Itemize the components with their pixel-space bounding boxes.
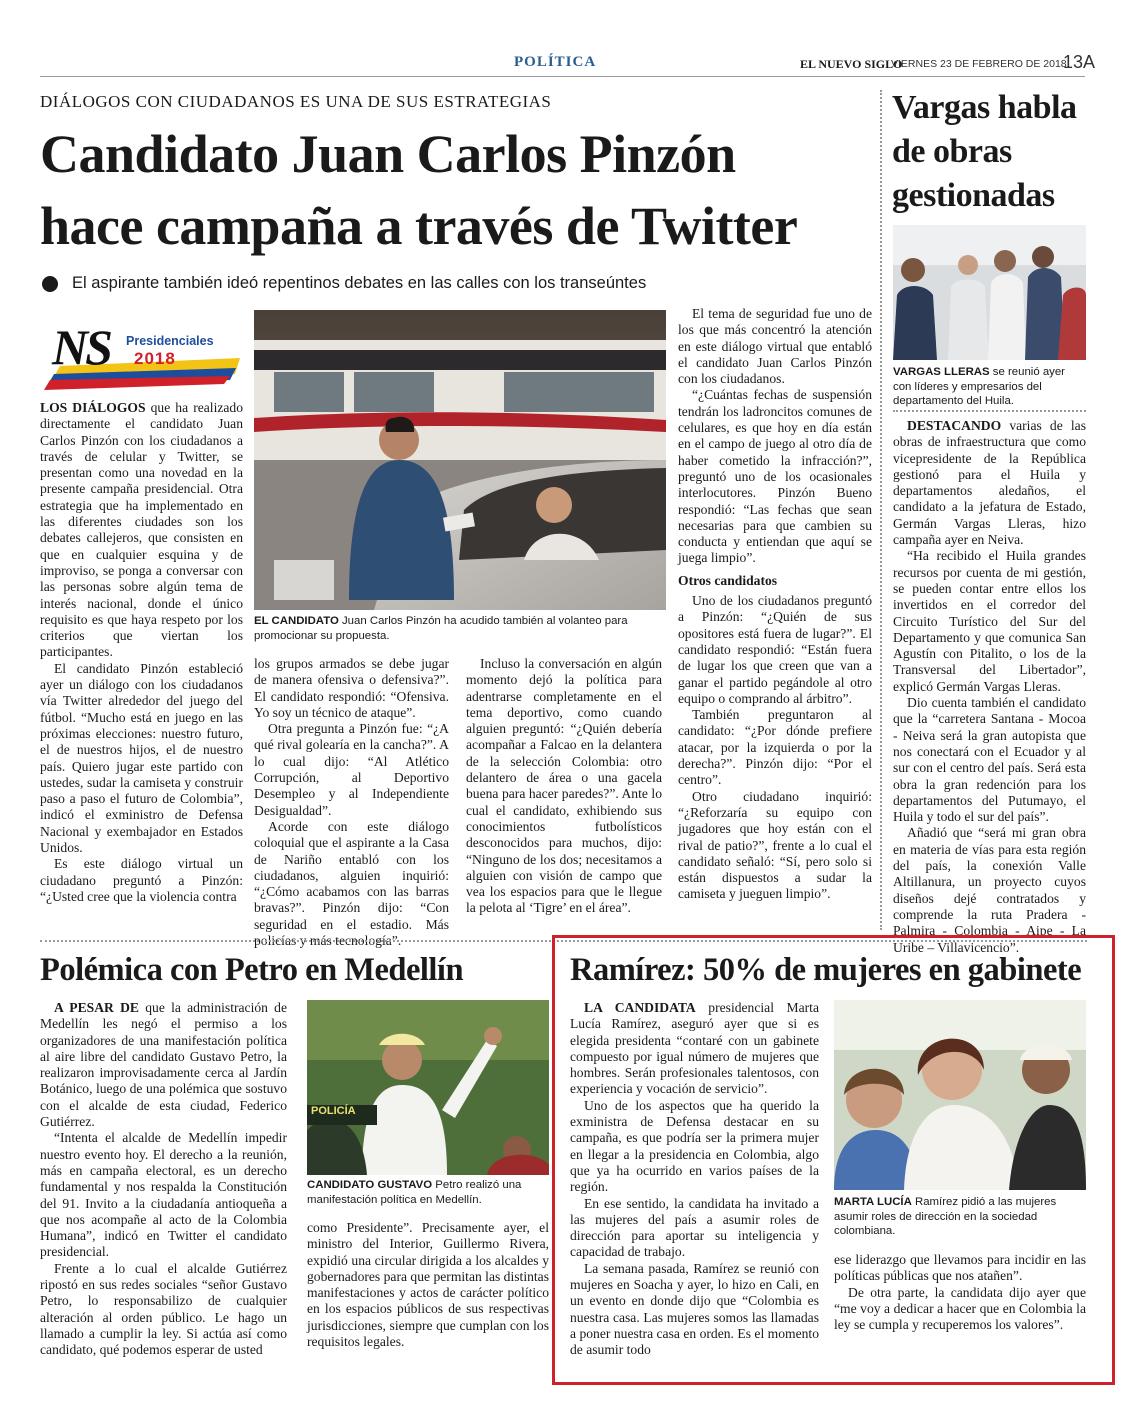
petro-photo-police-text: POLICÍA (311, 1105, 356, 1117)
pinzon-photo-caption (254, 614, 666, 643)
petro-column-1: A PESAR DE que la administración de Medellín les negó el permiso a los organizadores de una manifestación política al aire libre del candidato Gustavo Petro, la realizaron improvisadamente cerca al Jardín Botánico, luego de una polémica que sostuvo con el alcalde de esta ciudad, Federico Gutiérrez. “Intenta el alcalde de Medellín impedir nuestro evento hoy. El derecho a la reunión, más en campaña electoral, es un derecho fundamental y nos respalda la Constitución del 91. Invito a la ciudadanía antioqueña a que nos acompañe al acto de la Colombia Humana”, indicó en Twitter el candidato presidencial. Frente a lo cual el alcalde Gutiérrez ripostó en sus redes sociales “señor Gustavo Petro, lo responsabilizo de cualquier alteración al orden público. Le hago un llamado a cumplir la ley. Si actúa así como candidato, qué podemos esperar de usted (40, 1000, 288, 1358)
bullet-icon (42, 276, 58, 292)
ramirez-photo (834, 1000, 1086, 1190)
main-headline (40, 118, 870, 262)
pinzon-column-1 (40, 400, 243, 905)
petro-column-2: como Presidente”. Precisamente ayer, el ministro del Interior, Guillermo Rivera, expidió una circular dirigida a los alcaldes y gobernadores para que permitan las distintas manifestaciones y actos de carácter político en los espacios públicos de sus respectivas jurisdicciones, siempre que cumplan con los requisitos legales. (307, 1220, 549, 1350)
pinzon-p3: Es este diálogo virtual un ciudadano preguntó a Pinzón: “¿Usted cree que la violencia contra (40, 856, 243, 904)
pinzon-photo-graphic (254, 310, 666, 610)
ramirez-column-2: ese liderazgo que llevamos para incidir en las políticas públicas que nos atañen”. De otra parte, la candidata dijo ayer que “me voy a dedicar a hacer que en Colombia la ley se cumpla y recuperemos los valores”. (834, 1252, 1086, 1333)
vargas-photo-graphic (893, 225, 1086, 360)
vargas-headline: Vargas habla de obras gestionadas (892, 89, 1077, 214)
column-divider (880, 90, 882, 930)
pinzon-c4-p1: El tema de seguridad fue uno de los que más concentró la atención en este diálogo virtual que entabló el candidato Juan Carlos Pinzón con los ciudadanos. (678, 306, 872, 387)
issue-date: VIERNES 23 DE FEBRERO DE 2018 (891, 58, 1067, 70)
pinzon-p1: que ha realizado directamente el candidato Juan Carlos Pinzón con los ciudadanos a través de celular y Twitter, se presentan como una novedad en la presente campaña presidencial. Otra estrategia que ha implementado en las diferentes ciudades son los debates callejeros, que consisten en que en cualquier esquina y de improviso, se ponga a conversar con las personas sobre algún tema de interés nacional, donde el único requisito es que haya respeto por los criterios que viertan los participantes. (40, 400, 244, 660)
vargas-photo (893, 225, 1086, 360)
pinzon-c4-p2: “¿Cuántas fechas de suspensión tendrán los ladroncitos comunes de celulares, es que hoy en día están en el campo de juego al otro día de haber cometido la infracción?”, preguntó uno de los ocasionales interlocutores. Pinzón Bueno respondió: “Las fechas que sean necesarias para que cambien su conducta y entiendan que aquí se juega limpio”. (678, 387, 872, 566)
pinzon-c3-p1: Incluso la conversación en algún momento dejó la política para adentrarse completamente en el tema deportivo, como cuando alguien preguntó: “¿Quién debería acompañar a Falcao en la delantera de la selección Colombia: otro delantero de área o una gacela buena para hacer paredes?”. Ante lo cual el candidato, exhibiendo sus conocimientos futbolísticos desconocidos para muchos, dijo: “Ninguno de los dos; necesitamos a alguien con visión de campo que vea los espacios para que le llegue la pelota al ‘Tigre’ en el área”. (466, 656, 662, 916)
pinzon-c4-p3: Uno de los ciudadanos preguntó a Pinzón: “¿Quién de sus opositores está fuera de lugar?”. El candidato respondió: “Están fuera de lugar los que creen que van a ganar el partido pegándole al otro equipo o comprando al árbitro”. (678, 593, 872, 706)
pinzon-column-2 (254, 656, 449, 949)
ramirez-photo-graphic (834, 1000, 1086, 1190)
main-headline-line1: Candidato Juan Carlos Pinzón (40, 124, 736, 184)
pinzon-subhead: Otros candidatos (678, 572, 778, 588)
logo-year: 2018 (134, 349, 176, 368)
pinzon-photo (254, 310, 666, 610)
pinzon-column-4 (678, 306, 872, 903)
pinzon-caption-lead: EL CANDIDATO (254, 615, 339, 627)
page-header (40, 52, 1096, 76)
ramirez-photo-caption: MARTA LUCÍA Ramírez pidió a las mujeres asumir roles de dirección en la sociedad colombiana. (834, 1196, 1057, 1237)
logo-label: Presidenciales (126, 334, 214, 348)
vargas-photo-caption: VARGAS LLERAS se reunió ayer con líderes y empresarios del departamento del Huila. (893, 366, 1065, 407)
section-label: POLÍTICA (514, 54, 597, 70)
page-number: 13A (1063, 52, 1096, 72)
paper-name: EL NUEVO SIGLO (800, 57, 903, 71)
pinzon-p2: El candidato Pinzón estableció ayer un diálogo con los ciudadanos vía Twitter alrededor del juego del fútbol. “Mucho está en juego en las próximas elecciones: nuestro futuro, el de nuestros hijos, el de nuestro país. Quiero jugar este partido con ustedes, sudar la camiseta y construir paso a paso el futuro de Colombia”, indicó el exministro de Defensa Nacional y exembajador en Estados Unidos. (40, 660, 243, 856)
logo-letters: NS (52, 319, 110, 375)
pinzon-caption-text: Juan Carlos Pinzón ha acudido también al volanteo para promocionar su propuesta. (254, 615, 628, 642)
kicker: DIÁLOGOS CON CIUDADANOS ES UNA DE SUS ESTRATEGIAS (40, 92, 552, 111)
petro-photo (307, 1000, 549, 1175)
pinzon-c4-p5: Otro ciudadano inquirió: “¿Reforzaría su equipo con jugadores que hoy están con el rival de patio?”, frente a lo cual el candidato señaló: “Sí, pero solo si están dispuestos a sudar la camiseta y jueguen limpio”. (678, 788, 872, 902)
main-headline-line2: hace campaña a través de Twitter (40, 196, 798, 256)
pinzon-column-3 (466, 656, 662, 917)
petro-photo-caption: CANDIDATO GUSTAVO Petro realizó una manifestación política en Medellín. (307, 1179, 522, 1206)
petro-photo-graphic (307, 1000, 549, 1175)
petro-headline: Polémica con Petro en Medellín (40, 952, 464, 988)
pinzon-c2-p3: Acorde con este diálogo coloquial que el aspirante a la Casa de Nariño entabló con los ciudadanos, alguien inquirió: “¿Cómo acabamos con las barras bravas?”. Pinzón dijo: “Con seguridad en el estadio. Más policías y más tecnología”. (254, 818, 449, 949)
presidenciales-logo (40, 318, 245, 390)
ramirez-column-1: LA CANDIDATA presidencial Marta Lucía Ramírez, aseguró ayer que si es elegida presidenta “contaré con un gabinete compuesto por igual número de mujeres que hombres. Serán profesionales talentosos, con experiencia y vocación de servicio”. Uno de los aspectos que ha querido la exministra de Defensa destacar en su campaña, es que podría ser la primera mujer en llegar a la presidencia en Colombia, algo que ya ha ocurrido en varios países de la región. En ese sentido, la candidata ha invitado a las mujeres del país a asumir roles de dirección para aportar su inteligencia y capacidad de trabajo. La semana pasada, Ramírez se reunió con mujeres en Soacha y ayer, lo hizo en Cali, en un evento en donde dijo que “Colombia es nuestra casa. Las mujeres somos las llamadas a poner nuestra casa en orden. Es el momento de asumir todo (570, 1000, 819, 1358)
subheadline: El aspirante también ideó repentinos debates en las calles con los transeúntes (72, 274, 647, 292)
vargas-column: DESTACANDO varias de las obras de infraestructura que como vicepresidente de la República gestionó para el Huila y departamentos aledaños, el candidato a la jefatura de Estado, Germán Vargas Lleras, hizo campaña ayer en Neiva. “Ha recibido el Huila grandes recursos por cuenta de mi gestión, se pueden contar entre ellos los invertidos en el corredor del Circuito Turístico del Sur del Departamento y que comunica San Agustín con Pitalito, o los de la Transversal del Libertador”, explicó Germán Vargas Lleras. Dio cuenta también el candidato que la “carretera Santana - Mocoa - Neiva será la gran autopista que nos conectará con el Ecuador y al sur con el centro del país. Será esta obra la gran redención para los departamentos del Putumayo, el Huila y todo el sur del país”. Añadió que “será mi gran obra en materia de vías para esta región del país, la conexión Valle Altillanura, un proyecto cuyos diseños dejé contratados y comprende la ruta Pradera - Palmira - Colombia - Aipe - La Uribe – Villavicencio”. (893, 418, 1086, 955)
pinzon-c2-p1: los grupos armados se debe jugar de manera ofensiva o defensiva?”. El candidato respondió: “Ofensiva. Yo soy un técnico de ataque”. (254, 656, 449, 720)
ramirez-headline: Ramírez: 50% de mujeres en gabinete (570, 952, 1082, 988)
pinzon-c2-p2: Otra pregunta a Pinzón fue: “¿A qué rival golearía en la cancha?”. A lo cual dijo: “Al Atlético Corrupción, al Deportivo Desempleo y al Independiente Desigualdad”. (254, 721, 449, 818)
header-rule (40, 76, 1085, 77)
pinzon-lead: LOS DIÁLOGOS (40, 400, 146, 415)
vargas-caption-rule (893, 410, 1086, 412)
pinzon-c4-p4: También preguntaron al candidato: “¿Por dónde prefiere atacar, por la izquierda o por la derecha?”. Pinzón dijo: “Por el centro”. (678, 707, 872, 788)
